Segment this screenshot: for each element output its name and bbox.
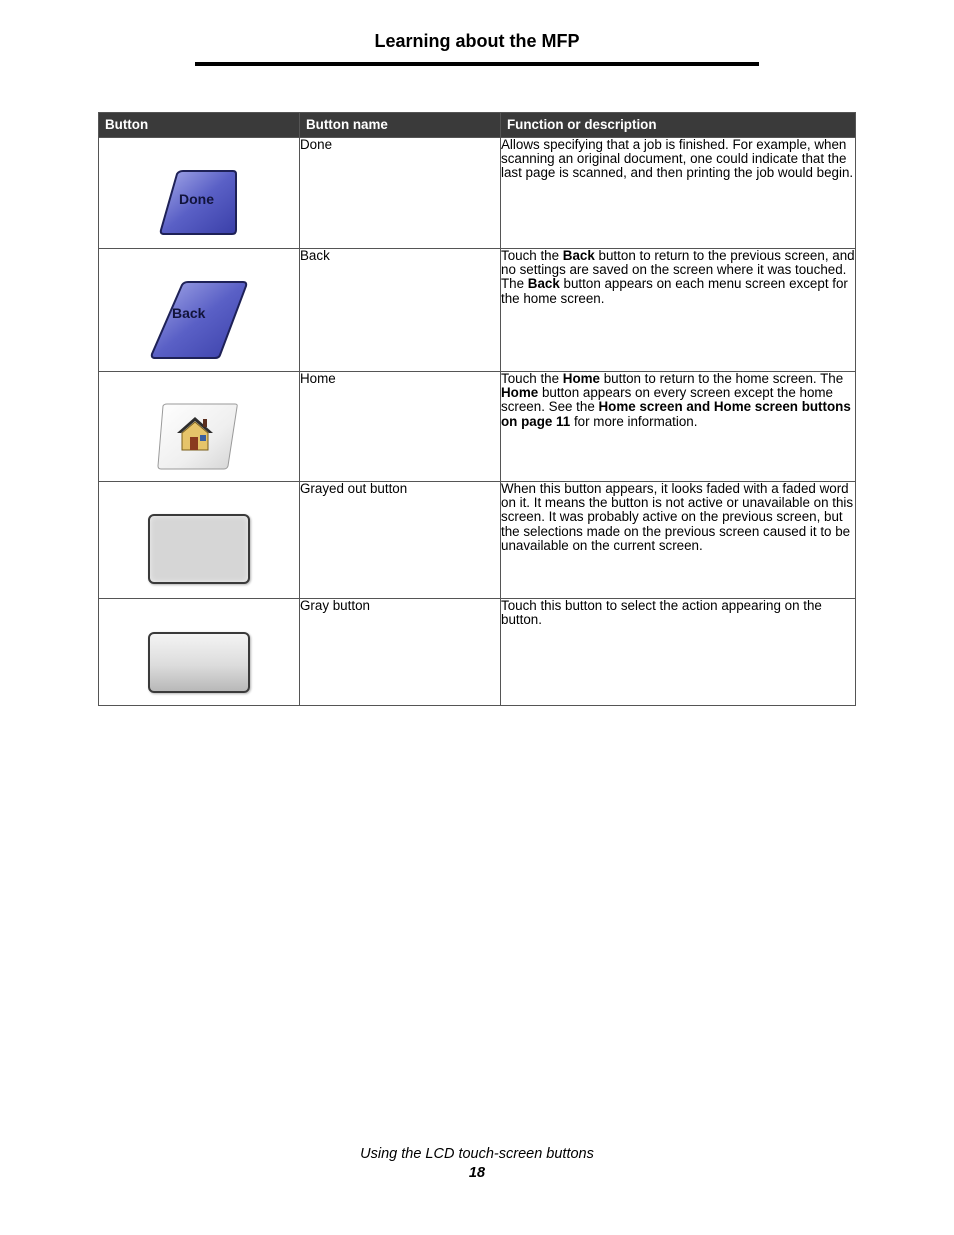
back-button-image (150, 281, 248, 359)
button-name-cell: Done (300, 138, 501, 249)
page-header-title: Learning about the MFP (374, 31, 580, 51)
description-bold-text: Home screen and Home screen buttons on page 11 (501, 399, 851, 429)
description-text: Allows specifying that a job is finished. For example, when scanning an original document, one could indicate that the last page is scanned, and then printing the job would begin. (501, 137, 854, 181)
description-text: button to return to the home screen. The (600, 371, 844, 386)
table-row (99, 482, 856, 599)
button-name-cell: Gray button (300, 599, 501, 706)
button-name-cell: Back (300, 249, 501, 372)
description-bold-text: Home (501, 385, 539, 401)
description-text: button appears on each menu screen except for the home screen. (501, 276, 848, 306)
button-name-cell: Grayed out button (300, 482, 501, 599)
home-icon (175, 415, 215, 453)
column-header-function: Function or description (501, 113, 856, 138)
table-row (99, 138, 856, 249)
button-image-cell (99, 138, 300, 249)
description-text: for more information. (570, 413, 698, 429)
gray-button-image (148, 632, 250, 693)
back-button-label: Back (172, 305, 206, 321)
description-cell (501, 249, 856, 372)
header-rule (195, 62, 759, 66)
description-bold-text: Home (562, 371, 601, 386)
column-header-button-name: Button name (300, 113, 501, 138)
buttons-table (98, 112, 856, 706)
table-row (99, 249, 856, 372)
description-bold-text: Back (527, 276, 560, 292)
done-button-label: Done (179, 191, 214, 207)
button-image-cell (99, 372, 300, 482)
description-cell (501, 482, 856, 599)
description-text: button appears on every screen except the home screen. See the (501, 385, 833, 415)
footer-section-title: Using the LCD touch-screen buttons (360, 1146, 594, 1162)
description-cell (501, 372, 856, 482)
button-image-cell (99, 482, 300, 599)
button-name-cell: Home (300, 372, 501, 482)
description-text: When this button appears, it looks faded with a faded word on it. It means the button is not active or unavailable on this screen. It was probably active on the previous screen, but the selections made on the previous screen caused it to be unavailable on the current screen. (501, 481, 854, 553)
description-text: Touch the (501, 371, 563, 386)
table-row (99, 599, 856, 706)
table-row (99, 372, 856, 482)
description-cell (501, 599, 856, 706)
description-text: Touch this button to select the action appearing on the button. (501, 598, 822, 628)
page-number: 18 (468, 1165, 486, 1181)
button-image-cell (99, 249, 300, 372)
description-cell (501, 138, 856, 249)
grayed-out-button-image (148, 514, 250, 584)
done-button-image (159, 170, 237, 236)
description-text: button to return to the previous screen, and no settings are saved on the screen where it was touched. The (501, 248, 855, 292)
description-text: Touch the (501, 248, 563, 263)
home-button-image (157, 403, 239, 470)
column-header-button: Button (99, 113, 300, 138)
button-image-cell (99, 599, 300, 706)
description-bold-text: Back (562, 248, 595, 263)
table-header-row (99, 113, 856, 138)
